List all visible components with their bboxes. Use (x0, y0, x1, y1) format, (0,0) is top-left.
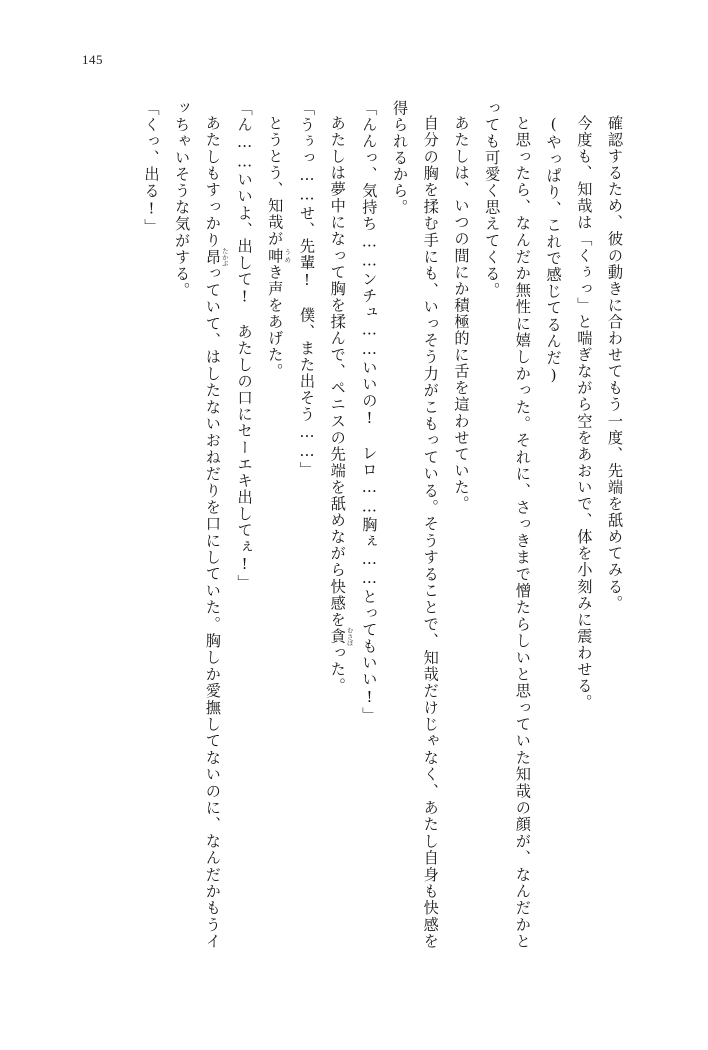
paragraph: 確認するため、彼の動きに合わせてもう一度、先端を舐めてみる。 (606, 115, 624, 612)
dialogue-line: 「うぅっ……せ、先輩! 僕、また出そう……」 (297, 100, 316, 479)
paragraph: と思ったら、なんだか無性に嬉しかった。それに、さっきまで憎たらしいと思っていた知哉の顔が、なんだかとっても可愛く思えてくる。 (483, 100, 532, 950)
dialogue-line: 「くっ、出る!」 (142, 100, 161, 236)
paragraph: 今度も、知哉は「くぅっ」と喘ぎながら空をあおいで、体を小刻みに震わせる。 (575, 115, 594, 711)
page-body-text (70, 100, 630, 950)
ruby-umeki: 呻 うめ (266, 247, 292, 265)
paragraph-with-ruby (260, 100, 292, 950)
paragraph-with-ruby (166, 100, 228, 950)
dialogue-line: 「んんっ、気持ち……ンチュ……いいの! レロ……胸ぇ……とってもいい!」 (360, 100, 379, 724)
paragraph: 自分の胸を揉む手にも、いっそう力がこもっている。そうすることで、知哉だけじゃなく、あたし自身も快感を得られるから。 (391, 100, 440, 950)
paragraph: (やっぱり、これで感じてるんだ) (544, 115, 563, 386)
text-fragment: あたしは夢中になって胸を揉んで、ペニスの先端を舐めながら快感を (328, 115, 347, 629)
ruby-musabo: 貪 むさぼ (328, 626, 354, 647)
paragraph: あたしは、いつの間にか積極的に舌を這わせていた。 (452, 115, 471, 513)
text-fragment: っていて、はしたないおねだりを口にしていた。胸しか愛撫してないのに、なんだかもうイッちゃいそうな気がする。 (173, 100, 222, 950)
text-fragment: とうとう、知哉が (266, 115, 285, 248)
paragraph (322, 100, 354, 950)
page-number: 145 (82, 52, 103, 67)
dialogue-line: 「ん……いいよ、出して! あたしの口にセーエキ出してぇ!」 (235, 100, 254, 592)
ruby-takaburi: 昂 たかぶ (203, 247, 229, 267)
text-fragment: った。 (328, 644, 347, 695)
text-fragment: き声をあげた。 (266, 264, 285, 381)
text-fragment: あたしもすっかり (203, 115, 222, 249)
